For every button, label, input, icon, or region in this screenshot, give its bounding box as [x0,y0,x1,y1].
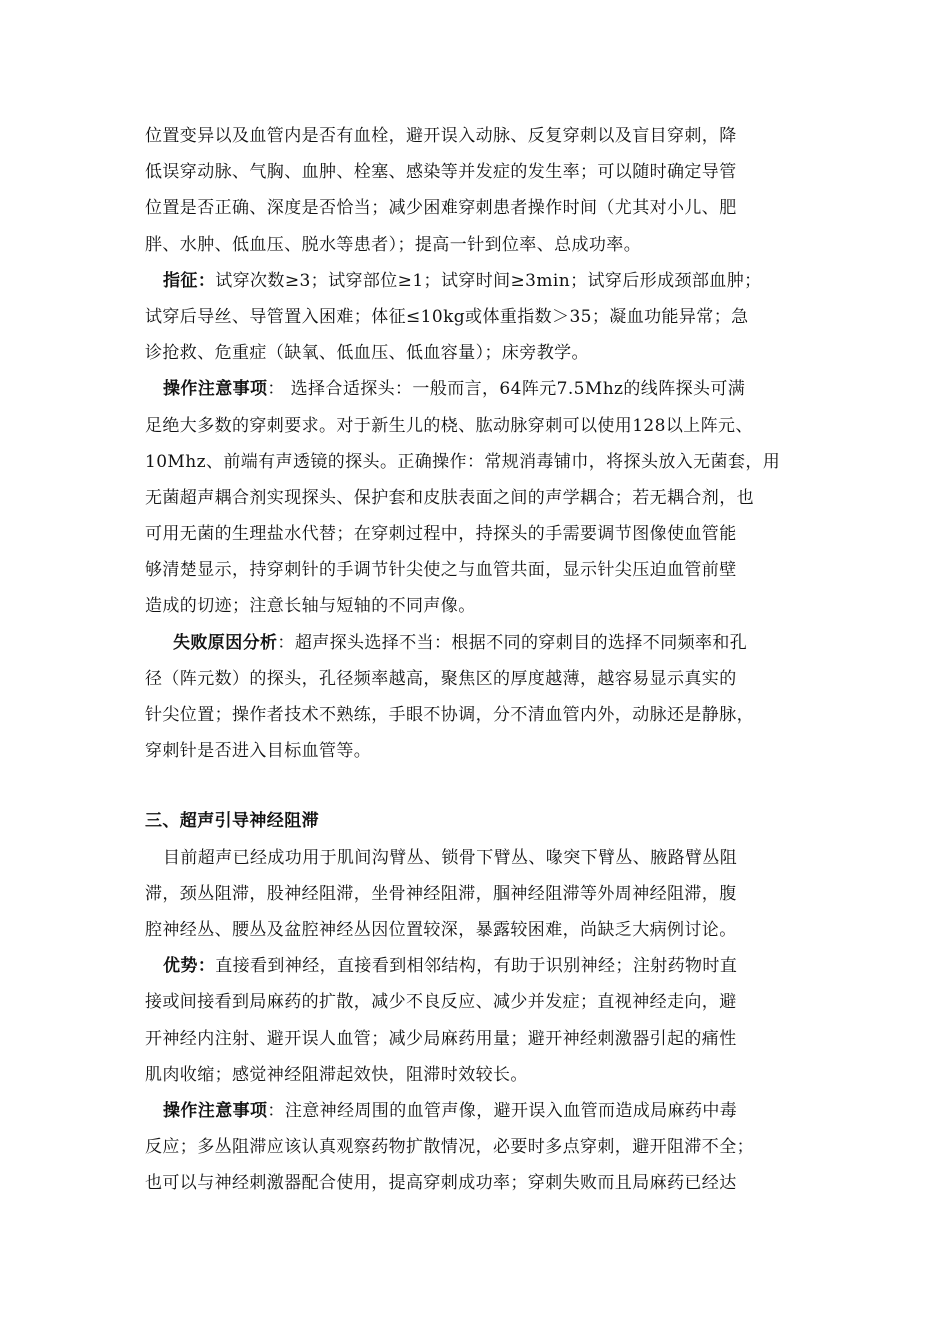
text-run: 选择合适探头：一般而言，64阵元7.5Mhz的线阵探头可满 [284,379,746,400]
text-line: 试穿后导丝、导管置入困难；体征≤10kg或体重指数＞35；凝血功能异常；急 [145,306,749,327]
label-colon: ： [197,956,216,977]
text-line: 穿刺针是否进入目标血管等。 [145,741,372,762]
text-run: 直接看到神经，直接看到相邻结构，有助于识别神经；注射药物时直 [215,956,738,977]
paragraph-precautions-2 [145,1093,825,1202]
paragraph-indications [145,263,825,372]
text-line: 径（阵元数）的探头，孔径频率越高，聚焦区的厚度越薄，越容易显示真实的 [145,668,737,689]
indications-label: 指征 [163,270,198,291]
text-line: 滞，颈丛阻滞，股神经阻滞，坐骨神经阻滞，腘神经阻滞等外周神经阻滞，腹 [145,883,737,904]
section-gap [145,769,825,803]
text-line: 接或间接看到局麻药的扩散，减少不良反应、减少并发症；直视神经走向，避 [145,992,737,1013]
text-line: 可用无菌的生理盐水代替；在穿刺过程中，持探头的手需要调节图像使血管能 [145,524,737,545]
text-line: 腔神经丛、腰丛及盆腔神经丛因位置较深，暴露较困难，尚缺乏大病例讨论。 [145,919,737,940]
section-nerve-block [145,803,825,948]
text-line [145,948,825,984]
label-colon: ： [267,1100,285,1121]
paragraph-failure-analysis [145,625,825,770]
text-line [145,1093,825,1129]
section-heading: 三、超声引导神经阻滞 [145,811,319,832]
text-run: 超声探头选择不当：根据不同的穿刺目的选择不同频率和孔 [294,632,748,653]
label-colon: ： [267,379,285,400]
precautions-label: 操作注意事项 [163,379,268,400]
text-line: 10Mhz、前端有声透镜的探头。正确操作：常规消毒铺巾，将探头放入无菌套，用 [145,451,781,472]
paragraph-precautions-1 [145,371,825,624]
text-line: 位置是否正确、深度是否恰当；减少困难穿刺患者操作时间（尤其对小儿、肥 [145,198,737,219]
precautions-label: 操作注意事项 [163,1100,268,1121]
label-colon: ： [197,270,216,291]
text-line [145,371,825,407]
paragraph-benefits [145,118,825,263]
text-line: 够清楚显示，持穿刺针的手调节针尖使之与血管共面，显示针尖压迫血管前壁 [145,560,737,581]
paragraph-advantages [145,948,825,1093]
text-line: 也可以与神经刺激器配合使用，提高穿刺成功率；穿刺失败而且局麻药已经达 [145,1173,737,1194]
text-line: 低误穿动脉、气胸、血肿、栓塞、感染等并发症的发生率；可以随时确定导管 [145,162,737,183]
text-line: 无菌超声耦合剂实现探头、保护套和皮肤表面之间的声学耦合；若无耦合剂，也 [145,487,754,508]
text-line: 反应；多丛阻滞应该认真观察药物扩散情况，必要时多点穿刺，避开阻滞不全； [145,1137,754,1158]
text-line: 胖、水肿、低血压、脱水等患者）；提高一针到位率、总成功率。 [145,234,642,255]
text-line: 足绝大多数的穿刺要求。对于新生儿的桡、肱动脉穿刺可以使用128以上阵元、 [145,415,753,436]
text-line: 诊抢救、危重症（缺氧、低血压、低血容量）；床旁教学。 [145,343,589,364]
text-line [145,625,825,661]
text-run: 试穿次数≥3；试穿部位≥1；试穿时间≥3min；试穿后形成颈部血肿； [215,270,762,291]
text-line [145,263,825,299]
text-line: 开神经内注射、避开误人血管；减少局麻药用量；避开神经刺激器引起的痛性 [145,1028,737,1049]
text-line: 位置变异以及血管内是否有血栓，避开误入动脉、反复穿刺以及盲目穿刺，降 [145,126,737,146]
text-line: 造成的切迹；注意长轴与短轴的不同声像。 [145,596,476,617]
text-line: 针尖位置；操作者技术不熟练，手眼不协调，分不清血管内外，动脉还是静脉， [145,705,754,725]
advantages-label: 优势 [163,956,198,977]
document-body [145,118,825,1201]
text-run: 注意神经周围的血管声像，避开误入血管而造成局麻药中毒 [284,1100,738,1121]
text-line: 肌肉收缩；感觉神经阻滞起效快，阻滞时效较长。 [145,1064,528,1085]
label-colon: ： [277,632,295,653]
failure-analysis-label: 失败原因分析 [173,632,278,653]
text-line: 目前超声已经成功用于肌间沟臂丛、锁骨下臂丛、喙突下臂丛、腋路臂丛阻 [163,847,738,868]
